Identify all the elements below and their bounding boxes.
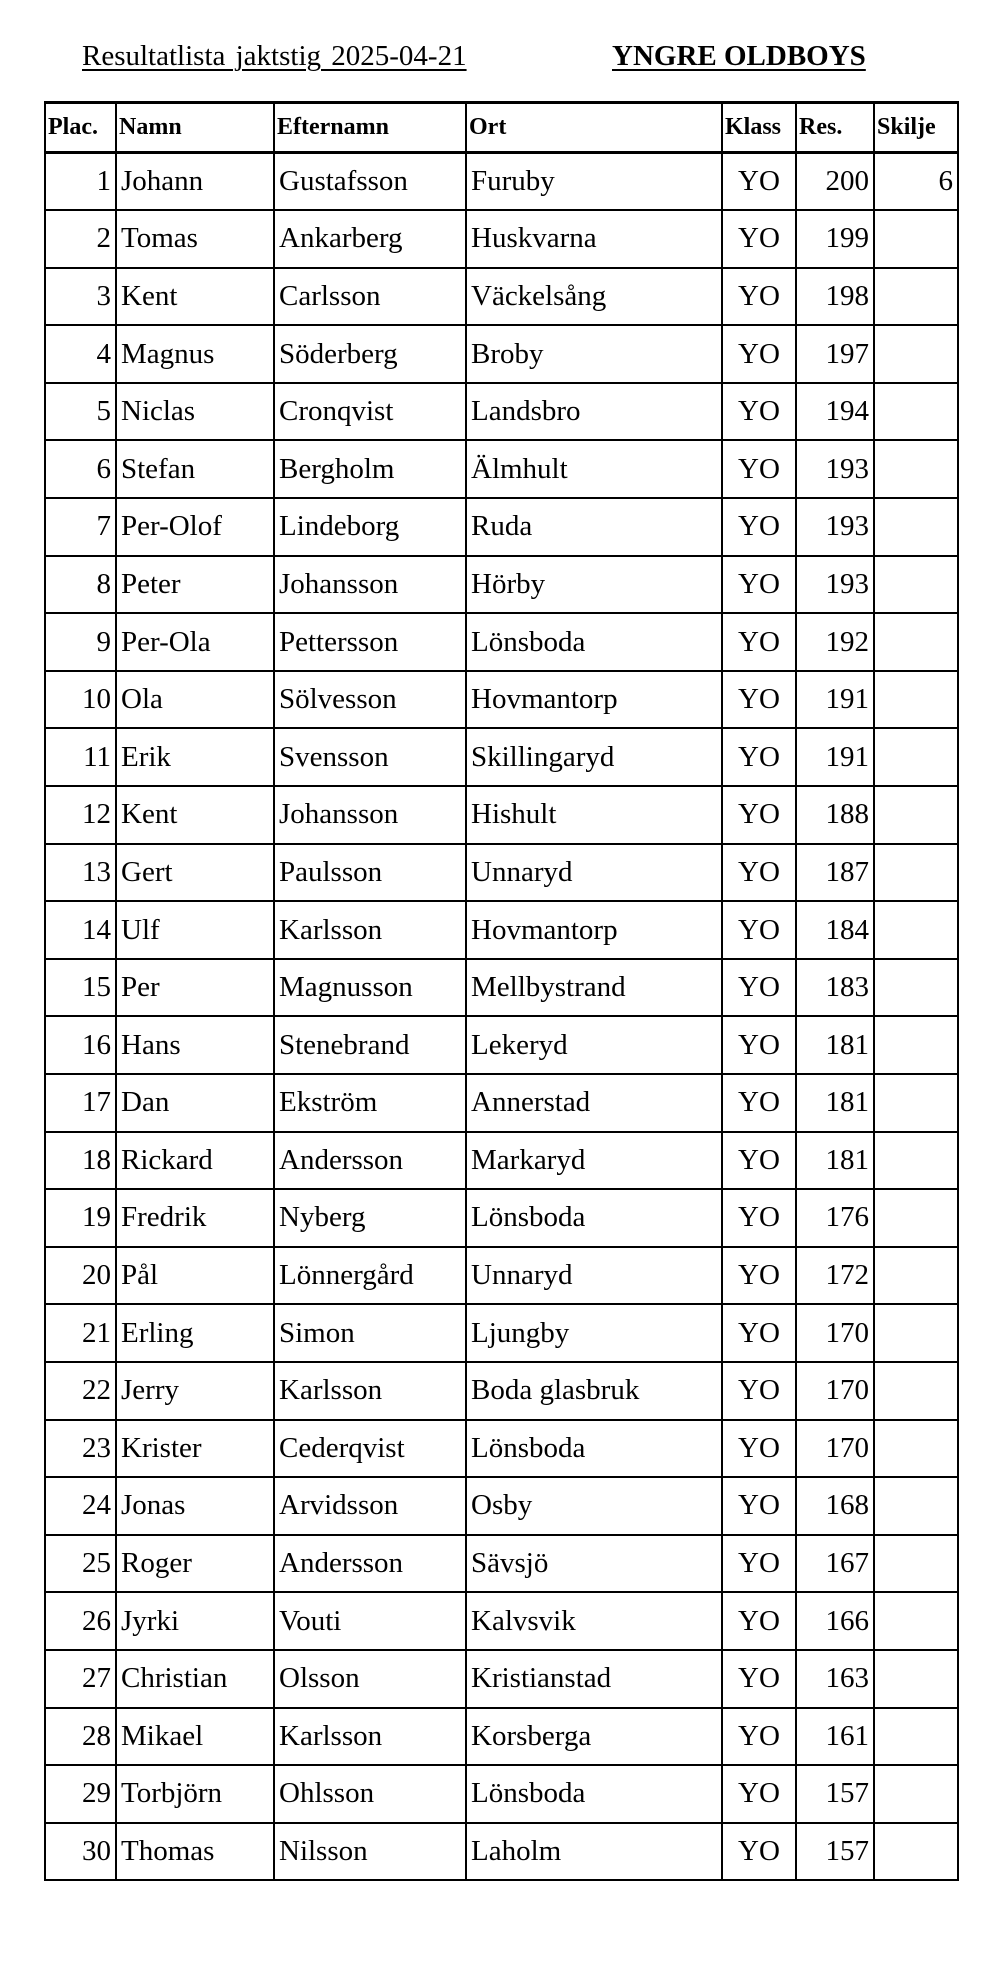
cell-klass: YO: [722, 1304, 796, 1362]
cell-res: 170: [796, 1362, 874, 1420]
cell-ort: Korsberga: [466, 1708, 722, 1766]
cell-plac: 1: [45, 153, 116, 211]
results-table: [44, 101, 959, 1881]
cell-plac: 24: [45, 1477, 116, 1535]
cell-efternamn: Vouti: [274, 1592, 466, 1650]
cell-ort: Mellbystrand: [466, 959, 722, 1017]
cell-namn: Rickard: [116, 1132, 274, 1190]
header-row: [45, 103, 958, 153]
cell-klass: YO: [722, 1592, 796, 1650]
cell-skilje: [874, 1189, 958, 1247]
cell-ort: Unnaryd: [466, 844, 722, 902]
table-row: [45, 268, 958, 326]
cell-efternamn: Karlsson: [274, 1708, 466, 1766]
table-row: [45, 728, 958, 786]
column-header-res: Res.: [796, 103, 874, 153]
cell-ort: Landsbro: [466, 383, 722, 441]
cell-plac: 12: [45, 786, 116, 844]
cell-namn: Per-Ola: [116, 613, 274, 671]
table-row: [45, 1132, 958, 1190]
column-header-plac: Plac.: [45, 103, 116, 153]
cell-klass: YO: [722, 1420, 796, 1478]
cell-klass: YO: [722, 1477, 796, 1535]
cell-klass: YO: [722, 1074, 796, 1132]
table-row: [45, 210, 958, 268]
table-row: [45, 1189, 958, 1247]
cell-res: 200: [796, 153, 874, 211]
cell-namn: Johann: [116, 153, 274, 211]
cell-plac: 17: [45, 1074, 116, 1132]
cell-klass: YO: [722, 613, 796, 671]
cell-efternamn: Lönnergård: [274, 1247, 466, 1305]
cell-plac: 29: [45, 1765, 116, 1823]
document-header: [0, 40, 1000, 90]
cell-ort: Lönsboda: [466, 1189, 722, 1247]
cell-efternamn: Karlsson: [274, 901, 466, 959]
cell-plac: 16: [45, 1016, 116, 1074]
cell-ort: Lekeryd: [466, 1016, 722, 1074]
cell-klass: YO: [722, 786, 796, 844]
cell-namn: Magnus: [116, 325, 274, 383]
cell-res: 161: [796, 1708, 874, 1766]
cell-ort: Huskvarna: [466, 210, 722, 268]
column-header-efternamn: Efternamn: [274, 103, 466, 153]
cell-skilje: [874, 1823, 958, 1881]
cell-ort: Laholm: [466, 1823, 722, 1881]
cell-plac: 5: [45, 383, 116, 441]
cell-ort: Hovmantorp: [466, 671, 722, 729]
cell-res: 176: [796, 1189, 874, 1247]
cell-klass: YO: [722, 1535, 796, 1593]
cell-ort: Lönsboda: [466, 1420, 722, 1478]
cell-res: 187: [796, 844, 874, 902]
cell-namn: Gert: [116, 844, 274, 902]
cell-namn: Jonas: [116, 1477, 274, 1535]
cell-res: 191: [796, 728, 874, 786]
table-row: [45, 786, 958, 844]
cell-res: 193: [796, 440, 874, 498]
table-row: [45, 556, 958, 614]
cell-res: 172: [796, 1247, 874, 1305]
cell-namn: Hans: [116, 1016, 274, 1074]
cell-plac: 20: [45, 1247, 116, 1305]
cell-ort: Väckelsång: [466, 268, 722, 326]
cell-res: 181: [796, 1074, 874, 1132]
cell-skilje: [874, 1016, 958, 1074]
cell-plac: 27: [45, 1650, 116, 1708]
cell-efternamn: Söderberg: [274, 325, 466, 383]
cell-namn: Christian: [116, 1650, 274, 1708]
cell-efternamn: Arvidsson: [274, 1477, 466, 1535]
cell-ort: Älmhult: [466, 440, 722, 498]
cell-res: 163: [796, 1650, 874, 1708]
cell-ort: Boda glasbruk: [466, 1362, 722, 1420]
table-row: [45, 1016, 958, 1074]
cell-ort: Skillingaryd: [466, 728, 722, 786]
cell-klass: YO: [722, 1016, 796, 1074]
table-row: [45, 613, 958, 671]
cell-namn: Tomas: [116, 210, 274, 268]
cell-ort: Kalvsvik: [466, 1592, 722, 1650]
cell-res: 157: [796, 1823, 874, 1881]
cell-skilje: [874, 1247, 958, 1305]
cell-ort: Hishult: [466, 786, 722, 844]
cell-namn: Torbjörn: [116, 1765, 274, 1823]
table-row: [45, 1823, 958, 1881]
column-header-ort: Ort: [466, 103, 722, 153]
cell-ort: Hörby: [466, 556, 722, 614]
cell-skilje: [874, 613, 958, 671]
cell-skilje: [874, 325, 958, 383]
cell-efternamn: Cederqvist: [274, 1420, 466, 1478]
cell-skilje: [874, 1132, 958, 1190]
cell-klass: YO: [722, 728, 796, 786]
cell-efternamn: Andersson: [274, 1132, 466, 1190]
table-row: [45, 1304, 958, 1362]
column-header-namn: Namn: [116, 103, 274, 153]
cell-ort: Annerstad: [466, 1074, 722, 1132]
cell-res: 198: [796, 268, 874, 326]
cell-ort: Lönsboda: [466, 613, 722, 671]
cell-efternamn: Ankarberg: [274, 210, 466, 268]
cell-res: 167: [796, 1535, 874, 1593]
cell-klass: YO: [722, 440, 796, 498]
cell-ort: Hovmantorp: [466, 901, 722, 959]
table-row: [45, 1074, 958, 1132]
table-row: [45, 498, 958, 556]
cell-plac: 21: [45, 1304, 116, 1362]
cell-klass: YO: [722, 844, 796, 902]
class-title: YNGRE OLDBOYS: [612, 40, 866, 72]
cell-klass: YO: [722, 556, 796, 614]
cell-ort: Osby: [466, 1477, 722, 1535]
cell-namn: Jerry: [116, 1362, 274, 1420]
cell-klass: YO: [722, 153, 796, 211]
table-row: [45, 1592, 958, 1650]
cell-skilje: [874, 959, 958, 1017]
cell-res: 193: [796, 556, 874, 614]
cell-namn: Mikael: [116, 1708, 274, 1766]
cell-efternamn: Lindeborg: [274, 498, 466, 556]
cell-plac: 6: [45, 440, 116, 498]
cell-klass: YO: [722, 268, 796, 326]
cell-res: 170: [796, 1420, 874, 1478]
cell-namn: Niclas: [116, 383, 274, 441]
cell-res: 197: [796, 325, 874, 383]
cell-efternamn: Johansson: [274, 556, 466, 614]
cell-plac: 28: [45, 1708, 116, 1766]
cell-skilje: [874, 1420, 958, 1478]
cell-skilje: [874, 1477, 958, 1535]
cell-klass: YO: [722, 325, 796, 383]
cell-plac: 19: [45, 1189, 116, 1247]
table-row: [45, 1420, 958, 1478]
cell-efternamn: Ekström: [274, 1074, 466, 1132]
cell-namn: Per-Olof: [116, 498, 274, 556]
cell-klass: YO: [722, 383, 796, 441]
cell-efternamn: Stenebrand: [274, 1016, 466, 1074]
cell-klass: YO: [722, 498, 796, 556]
table-row: [45, 1535, 958, 1593]
cell-res: 181: [796, 1132, 874, 1190]
cell-ort: Ruda: [466, 498, 722, 556]
cell-namn: Stefan: [116, 440, 274, 498]
cell-ort: Ljungby: [466, 1304, 722, 1362]
cell-skilje: [874, 498, 958, 556]
cell-klass: YO: [722, 1823, 796, 1881]
cell-efternamn: Nilsson: [274, 1823, 466, 1881]
table-row: [45, 901, 958, 959]
cell-efternamn: Johansson: [274, 786, 466, 844]
cell-ort: Furuby: [466, 153, 722, 211]
cell-namn: Roger: [116, 1535, 274, 1593]
cell-skilje: [874, 1708, 958, 1766]
cell-plac: 10: [45, 671, 116, 729]
cell-plac: 14: [45, 901, 116, 959]
cell-klass: YO: [722, 1362, 796, 1420]
table-row: [45, 1362, 958, 1420]
cell-efternamn: Nyberg: [274, 1189, 466, 1247]
table-row: [45, 1650, 958, 1708]
cell-plac: 22: [45, 1362, 116, 1420]
cell-namn: Fredrik: [116, 1189, 274, 1247]
cell-plac: 8: [45, 556, 116, 614]
cell-namn: Ola: [116, 671, 274, 729]
cell-efternamn: Gustafsson: [274, 153, 466, 211]
cell-ort: Kristianstad: [466, 1650, 722, 1708]
cell-skilje: [874, 440, 958, 498]
cell-res: 166: [796, 1592, 874, 1650]
cell-efternamn: Cronqvist: [274, 383, 466, 441]
cell-plac: 4: [45, 325, 116, 383]
cell-res: 199: [796, 210, 874, 268]
cell-plac: 25: [45, 1535, 116, 1593]
cell-res: 191: [796, 671, 874, 729]
cell-efternamn: Paulsson: [274, 844, 466, 902]
cell-skilje: [874, 901, 958, 959]
cell-skilje: [874, 844, 958, 902]
cell-ort: Lönsboda: [466, 1765, 722, 1823]
cell-namn: Dan: [116, 1074, 274, 1132]
cell-namn: Krister: [116, 1420, 274, 1478]
cell-res: 170: [796, 1304, 874, 1362]
cell-efternamn: Svensson: [274, 728, 466, 786]
cell-skilje: [874, 1074, 958, 1132]
cell-efternamn: Carlsson: [274, 268, 466, 326]
cell-plac: 2: [45, 210, 116, 268]
cell-klass: YO: [722, 1247, 796, 1305]
cell-plac: 3: [45, 268, 116, 326]
cell-plac: 9: [45, 613, 116, 671]
cell-namn: Kent: [116, 786, 274, 844]
cell-skilje: 6: [874, 153, 958, 211]
cell-ort: Sävsjö: [466, 1535, 722, 1593]
cell-ort: Broby: [466, 325, 722, 383]
cell-efternamn: Magnusson: [274, 959, 466, 1017]
cell-plac: 15: [45, 959, 116, 1017]
cell-plac: 23: [45, 1420, 116, 1478]
cell-skilje: [874, 1362, 958, 1420]
cell-klass: YO: [722, 1132, 796, 1190]
cell-res: 188: [796, 786, 874, 844]
cell-skilje: [874, 671, 958, 729]
cell-plac: 26: [45, 1592, 116, 1650]
cell-res: 194: [796, 383, 874, 441]
cell-skilje: [874, 268, 958, 326]
cell-klass: YO: [722, 959, 796, 1017]
column-header-skilje: Skilje: [874, 103, 958, 153]
table-row: [45, 325, 958, 383]
table-row: [45, 959, 958, 1017]
cell-res: 184: [796, 901, 874, 959]
table-row: [45, 1708, 958, 1766]
cell-efternamn: Ohlsson: [274, 1765, 466, 1823]
cell-klass: YO: [722, 1765, 796, 1823]
cell-skilje: [874, 1650, 958, 1708]
cell-res: 181: [796, 1016, 874, 1074]
table-row: [45, 1477, 958, 1535]
table-row: [45, 383, 958, 441]
cell-skilje: [874, 1765, 958, 1823]
cell-res: 183: [796, 959, 874, 1017]
cell-plac: 11: [45, 728, 116, 786]
cell-namn: Kent: [116, 268, 274, 326]
cell-namn: Jyrki: [116, 1592, 274, 1650]
cell-skilje: [874, 728, 958, 786]
cell-plac: 13: [45, 844, 116, 902]
cell-klass: YO: [722, 671, 796, 729]
cell-efternamn: Andersson: [274, 1535, 466, 1593]
cell-efternamn: Sölvesson: [274, 671, 466, 729]
document-title: Resultatlista jaktstig 2025-04-21: [82, 40, 467, 72]
cell-efternamn: Bergholm: [274, 440, 466, 498]
cell-skilje: [874, 1535, 958, 1593]
cell-namn: Per: [116, 959, 274, 1017]
cell-plac: 18: [45, 1132, 116, 1190]
table-row: [45, 440, 958, 498]
cell-ort: Unnaryd: [466, 1247, 722, 1305]
cell-klass: YO: [722, 210, 796, 268]
cell-skilje: [874, 383, 958, 441]
table-row: [45, 1765, 958, 1823]
cell-plac: 7: [45, 498, 116, 556]
cell-res: 192: [796, 613, 874, 671]
cell-plac: 30: [45, 1823, 116, 1881]
cell-namn: Peter: [116, 556, 274, 614]
table-row: [45, 844, 958, 902]
cell-namn: Ulf: [116, 901, 274, 959]
cell-skilje: [874, 1304, 958, 1362]
cell-namn: Erling: [116, 1304, 274, 1362]
cell-res: 157: [796, 1765, 874, 1823]
cell-namn: Erik: [116, 728, 274, 786]
cell-skilje: [874, 786, 958, 844]
cell-skilje: [874, 556, 958, 614]
cell-ort: Markaryd: [466, 1132, 722, 1190]
cell-efternamn: Pettersson: [274, 613, 466, 671]
cell-skilje: [874, 1592, 958, 1650]
results-body: [45, 153, 958, 1881]
cell-efternamn: Simon: [274, 1304, 466, 1362]
cell-klass: YO: [722, 1650, 796, 1708]
cell-efternamn: Olsson: [274, 1650, 466, 1708]
table-row: [45, 1247, 958, 1305]
cell-res: 168: [796, 1477, 874, 1535]
cell-efternamn: Karlsson: [274, 1362, 466, 1420]
table-row: [45, 153, 958, 211]
cell-res: 193: [796, 498, 874, 556]
column-header-klass: Klass: [722, 103, 796, 153]
table-row: [45, 671, 958, 729]
cell-klass: YO: [722, 1189, 796, 1247]
cell-klass: YO: [722, 901, 796, 959]
cell-skilje: [874, 210, 958, 268]
cell-klass: YO: [722, 1708, 796, 1766]
cell-namn: Pål: [116, 1247, 274, 1305]
cell-namn: Thomas: [116, 1823, 274, 1881]
